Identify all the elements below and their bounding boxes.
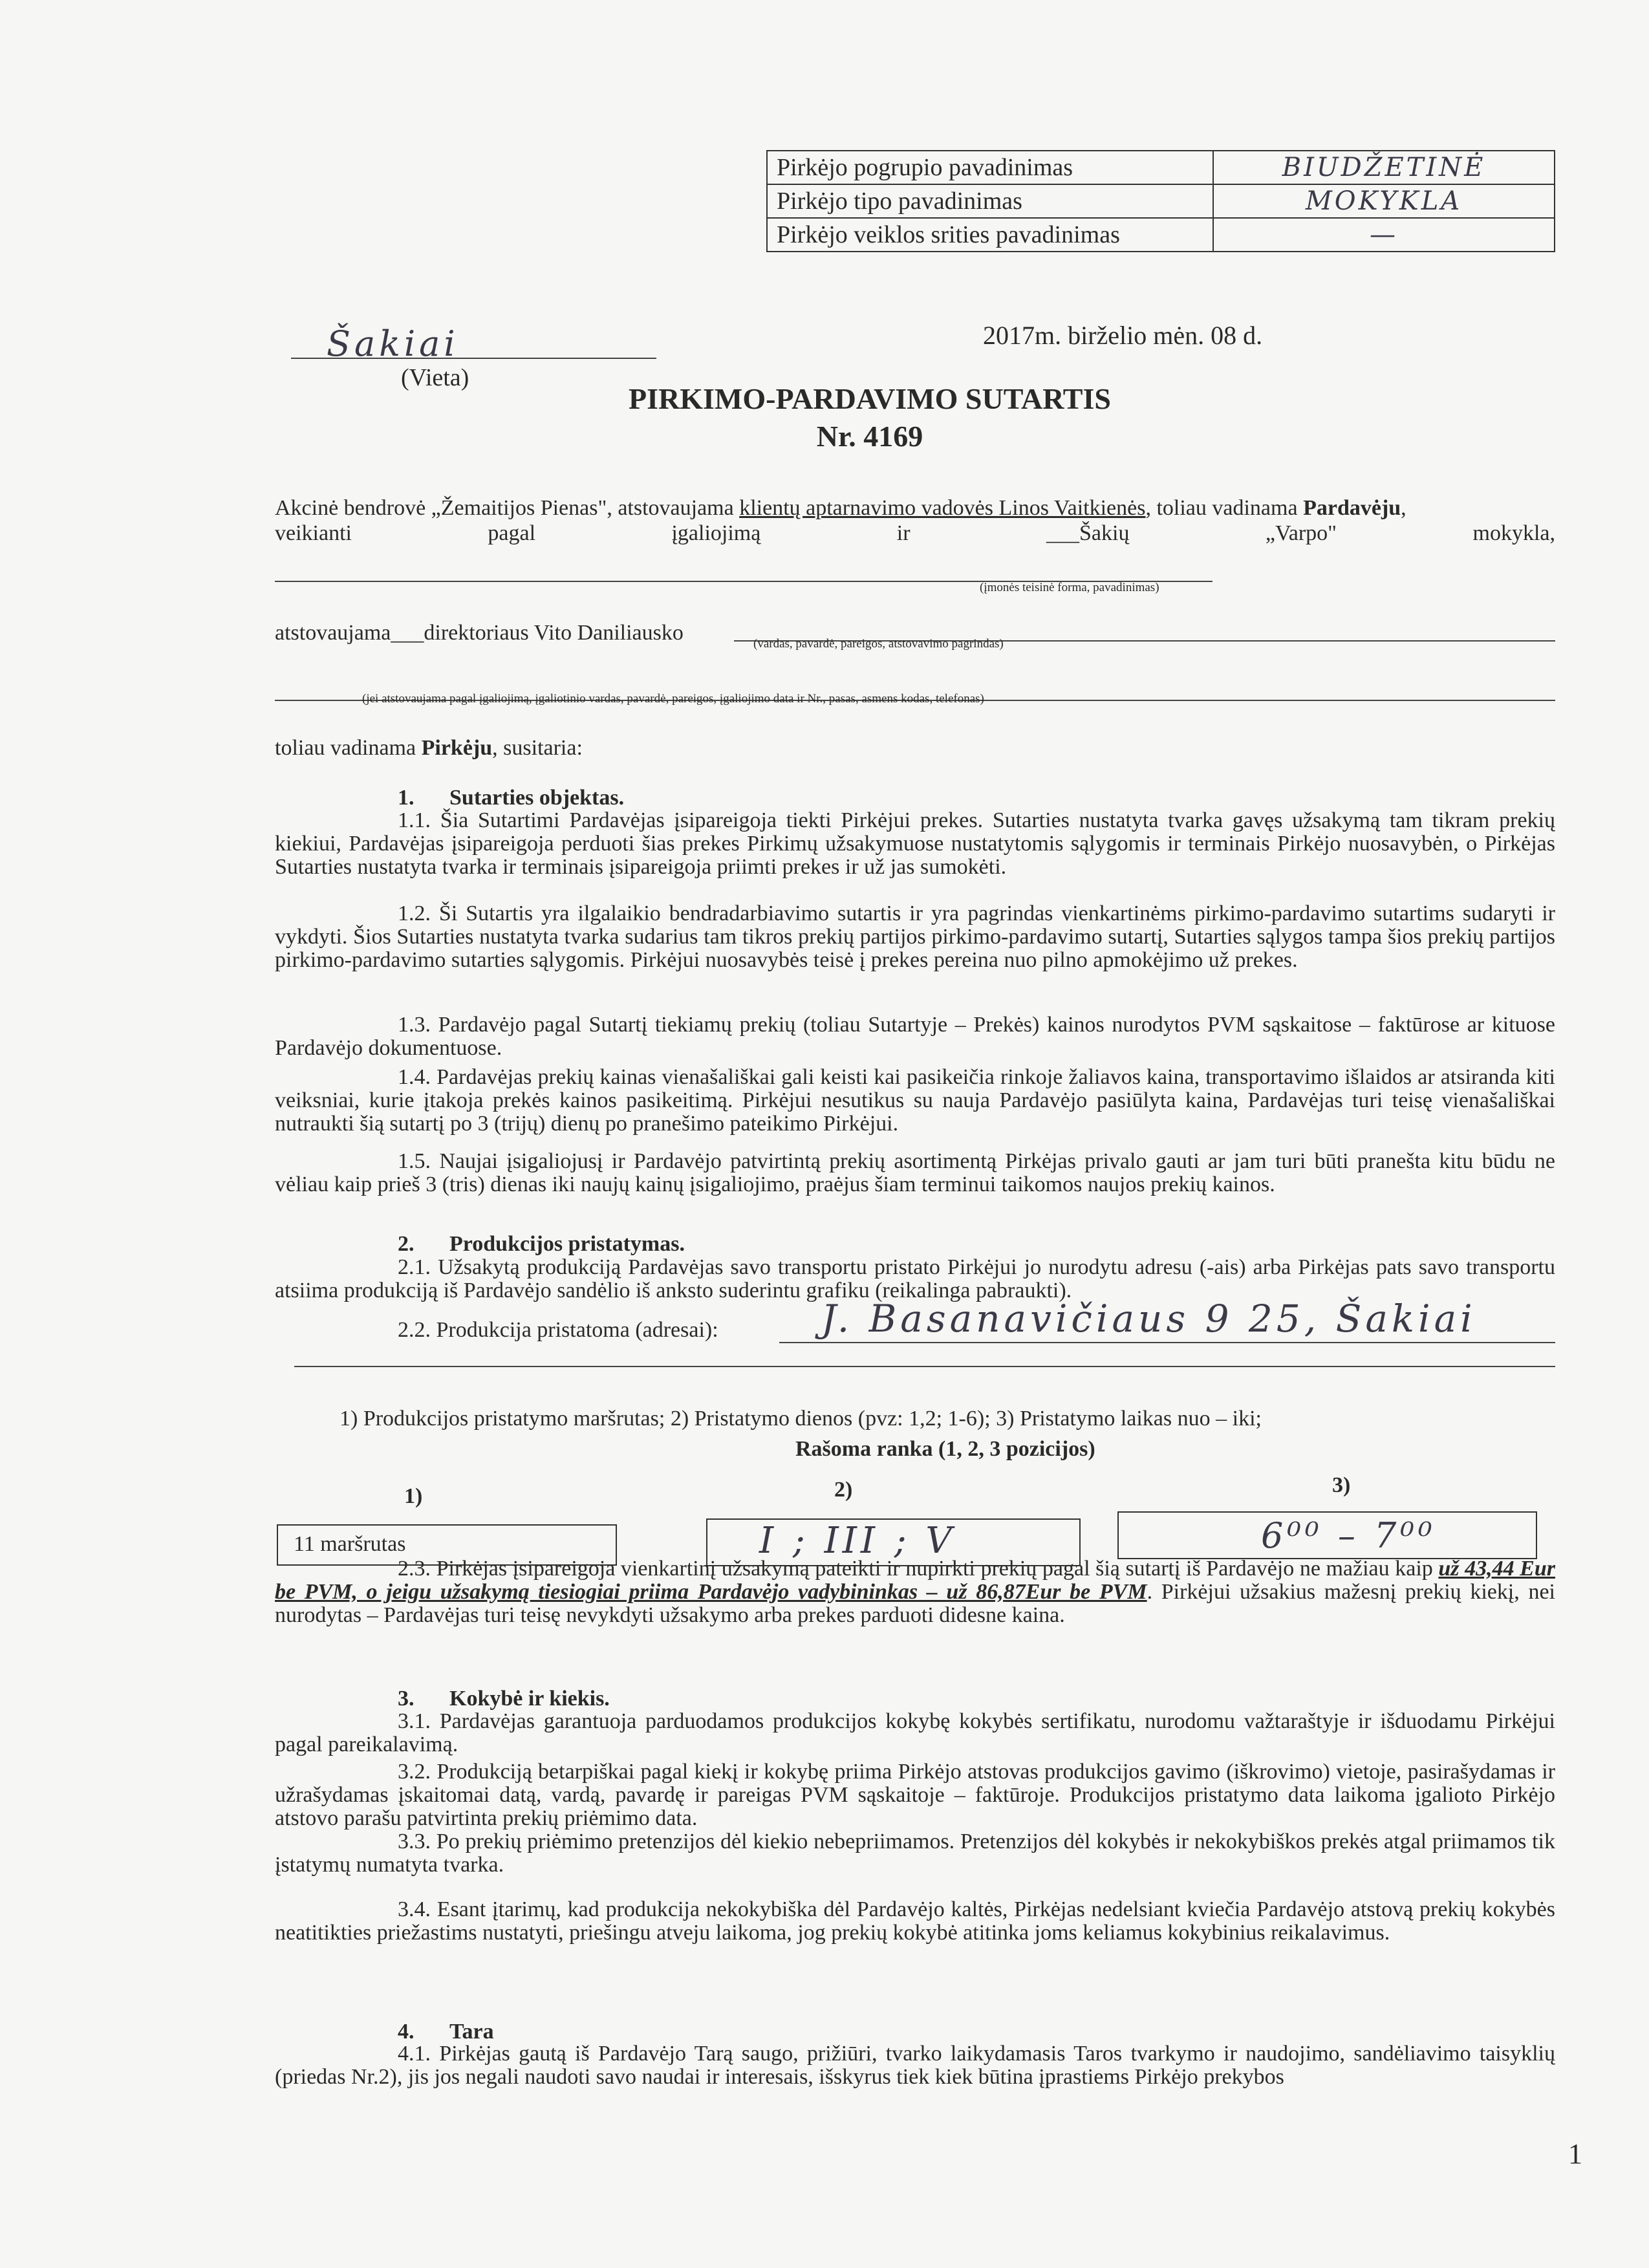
table-row bbox=[767, 184, 1555, 218]
clause-1-1: 1.1. Šia Sutartimi Pardavėjas įsipareigoja tiekti Pirkėjui prekes. Sutarties nustatyta tvarka gavęs užsakymą tam tikram prekių kiekiui, Pardavėjas įsipareigoja perduoti šias prekes Pirkimų užsakymuose nustatytomis sąlygomis ir terminais Pirkėjo nuosavybėn, o Pirkėjas Sutarties nustatyta tvarka ir terminais įsipareigoja priimti prekes ir už jas sumokėti. bbox=[275, 808, 1555, 879]
delivery-legend: 1) Produkcijos pristatymo maršrutas; 2) Pristatymo dienos (pvz: 1,2; 1-6); 3) Pristatymo laikas nuo – iki; bbox=[339, 1407, 1262, 1431]
buyer-alias: Pirkėju bbox=[421, 736, 493, 760]
power-of-attorney-caption: (jei atstovaujama pagal įgaliojimą, įgaliotinio vardas, pavardė, pareigos, įgaliojimo data ir Nr., pasas, asmens kodas, telefonas) bbox=[362, 692, 984, 706]
represented-label: atstovaujama bbox=[275, 621, 391, 645]
table-cell-value: BIUDŽETINĖ bbox=[1213, 151, 1555, 184]
address-underline-2 bbox=[294, 1366, 1555, 1367]
contract-number: Nr. 4169 bbox=[816, 420, 923, 453]
buyer-intro: toliau vadinama bbox=[275, 736, 416, 760]
clause-1-2: 1.2. Ši Sutartis yra ilgalaikio bendradarbiavimo sutartis ir yra pagrindas vienkartinėms pirkimo-pardavimo sutartims sudaryti ir vykdyti. Šios Sutarties nustatyta tvarka sudarius tam tikros prekių partijos pirkimo-pardavimo sutartį, Sutarties sąlygos tampa šios prekių partijos pirkimo-pardavimo sutarties sąlygomis. Pirkėjui nuosavybės teisė į prekes pereina nuo pilno apmokėjimo už prekes. bbox=[275, 902, 1555, 972]
section-2-heading bbox=[398, 1232, 685, 1257]
section-title: Tara bbox=[449, 2020, 494, 2044]
clause-2-3-tail: . Pirkėjui užsakius mažesnį prekių kiekį, nei nurodytas – Pardavėjas turi teisę nevykdyti užsakymo arba prekes parduoti didesne kaina. bbox=[275, 1580, 1555, 1627]
section-number: 1. bbox=[398, 786, 415, 810]
entity-caption: (įmonės teisinė forma, pavadinimas) bbox=[980, 581, 1159, 594]
buyer-classification-table bbox=[766, 150, 1555, 252]
table-cell-label: Pirkėjo tipo pavadinimas bbox=[767, 184, 1213, 218]
seller-alias: Pardavėju bbox=[1303, 496, 1401, 520]
delivery-time-value: 6⁰⁰ – 7⁰⁰ bbox=[1261, 1515, 1436, 1556]
table-row bbox=[767, 218, 1555, 252]
represented-value: ___direktoriaus Vito Daniliausko bbox=[391, 621, 684, 645]
word: mokykla, bbox=[1472, 521, 1555, 545]
word: „Varpo" bbox=[1265, 521, 1337, 545]
clause-2-3 bbox=[275, 1557, 1555, 1627]
place-underline bbox=[291, 358, 656, 359]
place-caption: (Vieta) bbox=[401, 364, 469, 391]
handwritten-note: Rašoma ranka (1, 2, 3 pozicijos) bbox=[795, 1437, 1095, 1461]
table-cell-value: — bbox=[1213, 218, 1555, 252]
contract-date: 2017m. birželio mėn. 08 d. bbox=[983, 321, 1263, 350]
minimum-order-amount: už 43,44 Eur be PVM, o jeigu užsakymą tiesiogiai priima Pardavėjo vadybininkas – už 86,87Eur be PVM bbox=[275, 1557, 1556, 1604]
table-cell-label: Pirkėjo veiklos srities pavadinimas bbox=[767, 218, 1213, 252]
section-title: Sutarties objektas. bbox=[449, 786, 625, 810]
clause-3-1: 3.1. Pardavėjas garantuoja parduodamos produkcijos kokybę kokybės sertifikatu, nurodomu važtaraštyje ir išduodamu Pirkėjui pagal pareikalavimą. bbox=[275, 1709, 1555, 1756]
delivery-days-value: I ; III ; V bbox=[759, 1520, 956, 1562]
word: veikianti bbox=[275, 521, 352, 545]
clause-2-1: 2.1. Užsakytą produkciją Pardavėjas savo transportu pristato Pirkėjui jo nurodytu adresu (-ais) arba Pirkėjas pats savo transportu atsiima produkciją iš Pardavėjo sandėlio iš anksto suderintu grafiku (reikalinga pabraukti). bbox=[275, 1255, 1555, 1302]
column-label-3: 3) bbox=[1332, 1473, 1351, 1497]
table-cell-value: MOKYKLA bbox=[1213, 184, 1555, 218]
seller-representative: klientų aptarnavimo vadovės Linos Vaitkienės bbox=[739, 496, 1146, 520]
section-number: 2. bbox=[398, 1232, 415, 1256]
seller-post: , toliau vadinama bbox=[1145, 496, 1298, 520]
section-number: 4. bbox=[398, 2020, 415, 2044]
representative-caption: (vardas, pavardė, pareigos, atstovavimo pagrindas) bbox=[753, 637, 1004, 651]
table-cell-label: Pirkėjo pogrupio pavadinimas bbox=[767, 151, 1213, 184]
section-title: Kokybė ir kiekis. bbox=[449, 1687, 610, 1711]
section-4-heading bbox=[398, 2020, 494, 2044]
page-number: 1 bbox=[1568, 2138, 1582, 2170]
section-number: 3. bbox=[398, 1687, 415, 1711]
clause-2-2-label: 2.2. Produkcija pristatoma (adresai): bbox=[398, 1318, 718, 1342]
seller-line-2 bbox=[275, 521, 1555, 546]
column-label-1: 1) bbox=[404, 1484, 423, 1508]
delivery-time-box bbox=[1117, 1511, 1537, 1559]
clause-3-2: 3.2. Produkciją betarpiškai pagal kiekį ir kokybę priima Pirkėjo atstovas produkcijos gavimo (iškrovimo) vietoje, pasirašydamas ir užrašydamas įskaitomai datą, vardą, pavardę ir pareigas PVM sąskaitoje – faktūroje. Produkcijos pristatymo data laikoma įgalioto Pirkėjo atstovo parašu patvirtinta prekių priėmimo data. bbox=[275, 1760, 1555, 1830]
address-underline bbox=[779, 1342, 1555, 1343]
clause-1-5: 1.5. Naujai įsigaliojusį ir Pardavėjo patvirtintą prekių asortimentą Pirkėjas privalo gauti ar jam turi būti pranešta kitu būdu ne vėliau kaip prieš 3 (tris) dienas iki naujų kainų įsigaliojimo, praėjus šiam terminui taikomos naujos prekių kainos. bbox=[275, 1149, 1555, 1196]
section-1-heading bbox=[398, 786, 624, 810]
section-title: Produkcijos pristatymas. bbox=[449, 1232, 685, 1256]
word: ir bbox=[896, 521, 911, 545]
word: ___Šakių bbox=[1046, 521, 1130, 545]
clause-3-3: 3.3. Po prekių priėmimo pretenzijos dėl kiekio nebepriimamos. Pretenzijos dėl kokybės ir nekokybiškos prekės atgal priimamos tik įstatymų numatyta tvarka. bbox=[275, 1830, 1555, 1877]
seller-intro: Akcinė bendrovė „Žemaitijos Pienas", atstovaujama bbox=[275, 496, 734, 520]
route-value: 11 maršrutas bbox=[294, 1532, 406, 1556]
buyer-alias-line bbox=[275, 736, 583, 761]
place-handwritten: Šakiai bbox=[327, 323, 459, 364]
delivery-address-handwritten: J. Basanavičiaus 9 25, Šakiai bbox=[821, 1297, 1476, 1341]
column-label-2: 2) bbox=[834, 1478, 853, 1502]
seller-paragraph: Akcinė bendrovė „Žemaitijos Pienas", atstovaujama klientų aptarnavimo vadovės Linos Vaitkienės, toliau vadinama Pardavėju, bbox=[275, 496, 1406, 520]
clause-1-4: 1.4. Pardavėjas prekių kainas vienašališkai gali keisti kai pasikeičia rinkoje žaliavos kaina, transportavimo išlaidos ar atsiranda kiti veiksniai, kurie įtakoja prekės kainos pasikeitimą. Pirkėjui nesutikus su nauja Pardavėjo pasiūlyta kaina, Pardavėjas turi teisę vienašališkai nutraukti šią sutartį po 3 (trijų) dienų po pranešimo pateikimo Pirkėjui. bbox=[275, 1065, 1555, 1136]
table-row bbox=[767, 151, 1555, 184]
page-title: PIRKIMO-PARDAVIMO SUTARTIS bbox=[629, 382, 1111, 415]
buyer-post: , susitaria: bbox=[492, 736, 583, 760]
clause-3-4: 3.4. Esant įtarimų, kad produkcija nekokybiška dėl Pardavėjo kaltės, Pirkėjas nedelsiant kviečia Pardavėjo atstovą prekių kokybės neatitikties priežastims nustatyti, priešingu atveju laikoma, jog prekių kokybė atitinka joms keliamus kokybinius reikalavimus. bbox=[275, 1897, 1555, 1945]
buyer-representative-line bbox=[275, 621, 684, 645]
clause-2-3-text: 2.3. Pirkėjas įsipareigoja vienkartinį užsakymą pateikti ir nupirkti prekių pagal šią sutartį iš Pardavėjo ne mažiau kaip bbox=[398, 1557, 1433, 1581]
word: pagal bbox=[488, 521, 536, 545]
section-3-heading bbox=[398, 1687, 610, 1711]
clause-1-3: 1.3. Pardavėjo pagal Sutartį tiekiamų prekių (toliau Sutartyje – Prekės) kainos nurodytos PVM sąskaitose – faktūrose ar kituose Pardavėjo dokumentuose. bbox=[275, 1013, 1555, 1060]
word: įgaliojimą bbox=[671, 521, 761, 545]
clause-4-1: 4.1. Pirkėjas gautą iš Pardavėjo Tarą saugo, prižiūri, tvarko laikydamasis Taros tvarkymo ir naudojimo, sandėliavimo taisyklių (priedas Nr.2), jis jos negali naudoti savo naudai ir interesais, išskyrus tiek kiek būtina įprastiems Pirkėjo prekybos bbox=[275, 2042, 1555, 2089]
